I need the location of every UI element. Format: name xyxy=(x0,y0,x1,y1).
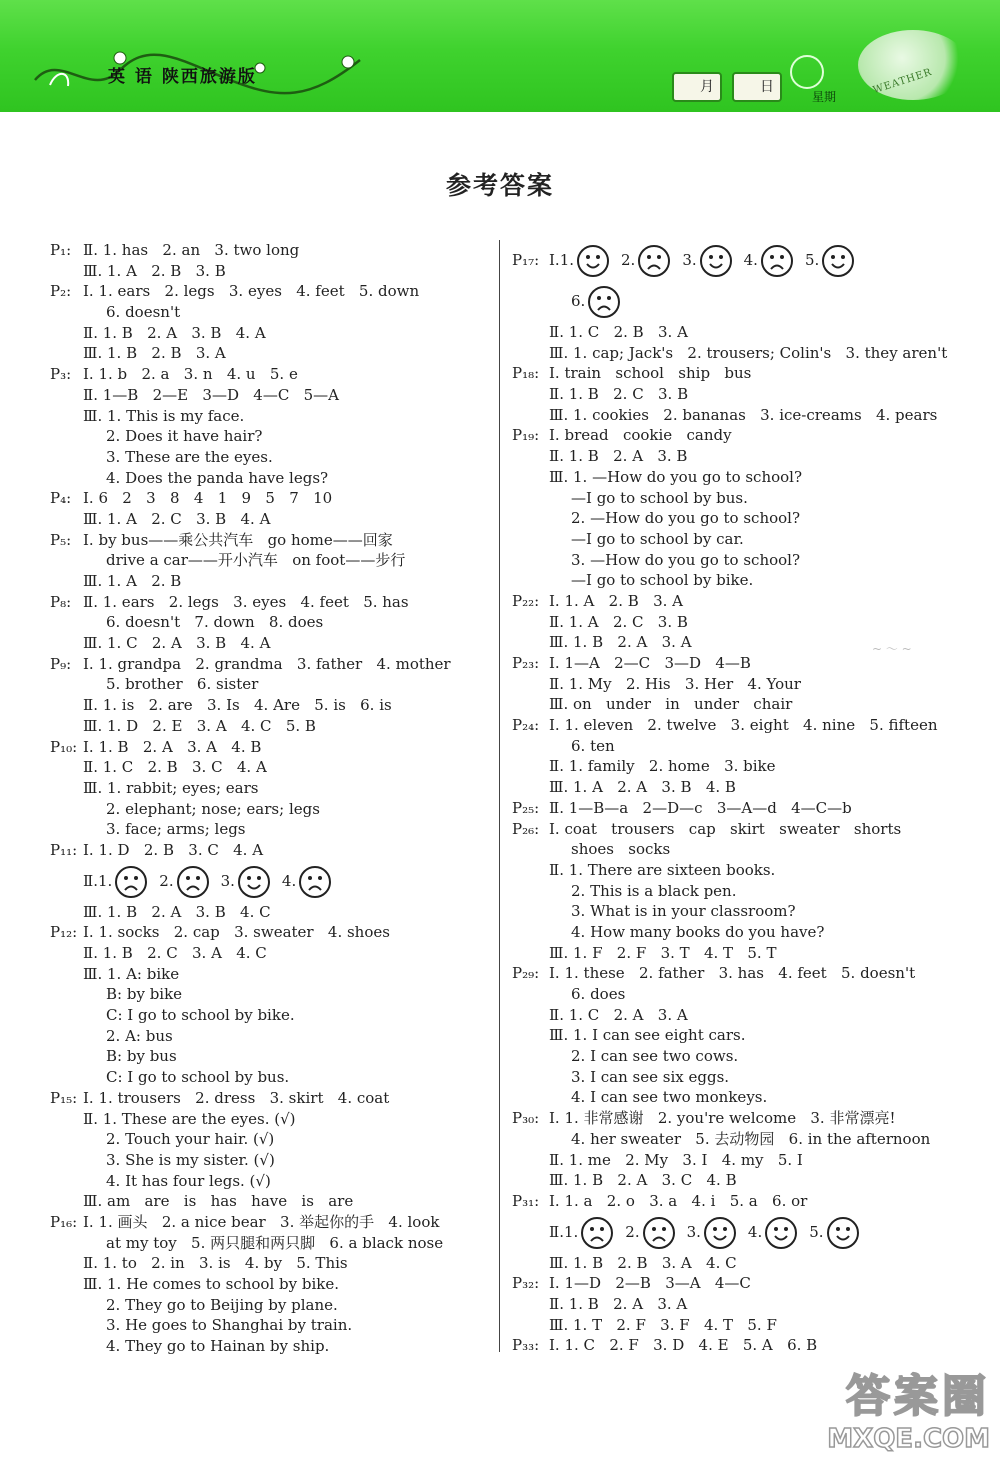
answer-line xyxy=(512,1005,982,1026)
answer-text: 4. Does the panda have legs? xyxy=(106,468,329,487)
answer-line xyxy=(50,1171,495,1192)
answer-line xyxy=(50,406,495,427)
answer-line xyxy=(50,240,495,261)
answer-text: 4. I can see two monkeys. xyxy=(571,1088,768,1107)
day-label: 日 xyxy=(760,79,774,95)
answer-line xyxy=(512,1087,982,1108)
answer-text: Ⅰ. 1. socks 2. cap 3. sweater 4. shoes xyxy=(83,923,390,942)
face-answer xyxy=(744,240,797,281)
page-number-label: P₄: xyxy=(50,489,72,508)
answer-text: Ⅱ. 1. family 2. home 3. bike xyxy=(549,757,776,776)
face-number: 5. xyxy=(804,251,820,269)
answer-text: 3. What is in your classroom? xyxy=(571,902,796,921)
page-number-label: P₁₁: xyxy=(50,840,78,859)
answer-text: Ⅲ. 1. T 2. F 3. F 4. T 5. F xyxy=(549,1315,777,1334)
sad-face-icon xyxy=(580,1216,614,1250)
answer-text: drive a car——开小汽车 on foot——步行 xyxy=(106,551,406,570)
face-answer xyxy=(159,861,212,902)
answer-line xyxy=(512,281,982,322)
answer-line xyxy=(50,343,495,364)
answer-line xyxy=(50,695,495,716)
face-answer xyxy=(682,240,735,281)
answer-line xyxy=(512,777,982,798)
answer-text: Ⅰ. 1. eleven 2. twelve 3. eight 4. nine 5. fifteen xyxy=(549,716,938,735)
answer-text: Ⅱ. 1. me 2. My 3. I 4. my 5. I xyxy=(549,1150,803,1169)
answer-text: Ⅲ. 1. B 2. A 3. B 4. C xyxy=(83,902,271,921)
face-number: 4. xyxy=(743,251,758,269)
page-number-label: P₁₈: xyxy=(512,364,540,383)
answer-text: Ⅲ. 1. cookies 2. bananas 3. ice-creams 4. pears xyxy=(549,405,938,424)
answer-text: Ⅰ. xyxy=(549,251,560,269)
answer-line xyxy=(512,798,982,819)
page-number-label: P₁₅: xyxy=(50,1088,78,1107)
answer-text: Ⅲ. 1. cap; Jack's 2. trousers; Colin's 3. they aren't xyxy=(549,343,948,362)
answer-line xyxy=(512,860,982,881)
happy-face-icon xyxy=(237,865,271,899)
answer-line xyxy=(50,550,495,571)
left-answer-column xyxy=(50,240,495,1357)
face-number: 2. xyxy=(625,1222,640,1241)
answer-line xyxy=(50,922,495,943)
answer-text: at my toy 5. 两只腿和两只脚 6. a black nose xyxy=(106,1233,444,1252)
answer-text: Ⅱ. 1. B 2. C 3. A 4. C xyxy=(83,944,267,962)
answer-line xyxy=(50,964,495,985)
face-answer xyxy=(625,1212,678,1253)
answer-text: Ⅱ. 1. These are the eyes. (√) xyxy=(83,1109,296,1128)
answer-line xyxy=(50,819,495,840)
column-divider xyxy=(499,240,500,1352)
answer-line xyxy=(512,488,982,509)
answer-line xyxy=(50,612,495,633)
answer-line xyxy=(512,343,982,364)
answer-text: Ⅰ. 1. grandpa 2. grandma 3. father 4. mother xyxy=(83,654,451,673)
answer-line xyxy=(50,488,495,509)
answer-line xyxy=(50,1067,495,1088)
answer-text: Ⅰ. 1. B 2. A 3. A 4. B xyxy=(83,737,262,756)
answer-text: Ⅲ. 1. D 2. E 3. A 4. C 5. B xyxy=(83,716,316,735)
answer-line xyxy=(512,756,982,777)
answer-text: Ⅰ. 1. b 2. a 3. n 4. u 5. e xyxy=(83,365,298,384)
sad-face-icon xyxy=(114,865,148,899)
answer-text: C: I go to school by bus. xyxy=(106,1068,290,1087)
answer-line xyxy=(512,922,982,943)
answer-text: Ⅱ. 1. C 2. B 3. A xyxy=(549,323,688,341)
answer-text: Ⅰ. coat trousers cap skirt sweater shorts xyxy=(549,819,902,838)
face-number: 1. xyxy=(563,1222,579,1241)
answer-line xyxy=(50,385,495,406)
right-answer-column xyxy=(512,240,982,1356)
page-number-label: P₃₃: xyxy=(512,1336,540,1355)
scribble-mark: ~ ～ ~ xyxy=(872,642,912,656)
answer-text: Ⅲ. 1. rabbit; eyes; ears xyxy=(83,778,259,797)
page-number-label: P₁₉: xyxy=(512,426,540,445)
watermark xyxy=(827,1360,990,1454)
answer-line xyxy=(512,322,982,343)
answer-text: Ⅱ. 1—B 2—E 3—D 4—C 5—A xyxy=(83,385,339,404)
answer-text: Ⅱ. 1. B 2. A 3. B xyxy=(549,447,688,466)
answer-line xyxy=(512,963,982,984)
answer-text: 3. —How do you go to school? xyxy=(571,550,801,569)
answer-text: Ⅱ. xyxy=(549,1222,564,1241)
happy-face-icon xyxy=(821,244,855,278)
answer-text: Ⅰ. train school ship bus xyxy=(549,364,752,383)
happy-face-icon xyxy=(826,1216,860,1250)
answer-line xyxy=(512,550,982,571)
weather-badge xyxy=(858,30,968,100)
answer-text: Ⅰ. 1. trousers 2. dress 3. skirt 4. coat xyxy=(83,1088,390,1107)
answer-text: Ⅰ. 1. 非常感谢 2. you're welcome 3. 非常漂亮! xyxy=(549,1109,896,1128)
answer-text: Ⅱ. 1. has 2. an 3. two long xyxy=(83,241,300,259)
answer-line xyxy=(50,737,495,758)
sad-face-icon xyxy=(298,865,332,899)
answer-line xyxy=(512,715,982,736)
month-label: 月 xyxy=(700,79,714,95)
answer-text: Ⅱ. 1. C 2. B 3. C 4. A xyxy=(83,758,267,777)
answer-text: 4. It has four legs. (√) xyxy=(106,1171,271,1190)
face-number: 5. xyxy=(809,1222,824,1241)
answer-line xyxy=(512,425,982,446)
answer-line xyxy=(50,364,495,385)
answer-line xyxy=(50,261,495,282)
face-answer xyxy=(564,1212,617,1253)
face-answer xyxy=(98,861,151,902)
answer-text: —I go to school by bike. xyxy=(571,571,754,590)
answer-line xyxy=(50,674,495,695)
answer-line xyxy=(512,1273,982,1294)
month-box xyxy=(672,72,722,102)
answer-text: Ⅲ. 1. A: bike xyxy=(83,964,180,983)
page-number-label: P₂₃: xyxy=(512,654,540,672)
answer-text: Ⅲ. 1. F 2. F 3. T 4. T 5. T xyxy=(549,943,777,962)
answer-text: Ⅲ. 1. B 2. B 3. A 4. C xyxy=(549,1253,737,1272)
answer-text: Ⅰ. by bus——乘公共汽车 go home——回家 xyxy=(83,530,393,549)
answer-line xyxy=(50,323,495,344)
page-number-label: P₃₀: xyxy=(512,1109,540,1128)
answer-text: 2. A: bus xyxy=(106,1026,173,1045)
face-number: 2. xyxy=(621,251,636,269)
answer-line xyxy=(50,1150,495,1171)
answer-text: 2. elephant; nose; ears; legs xyxy=(106,799,320,818)
answer-text: B: by bike xyxy=(106,985,183,1004)
answer-line xyxy=(512,1191,982,1212)
answer-line xyxy=(512,612,982,633)
answer-text: Ⅰ. 1—D 2—B 3—A 4—C xyxy=(549,1274,751,1293)
answer-line xyxy=(50,840,495,861)
sad-face-icon xyxy=(587,285,621,319)
answer-line xyxy=(50,1129,495,1150)
face-number: 3. xyxy=(686,1222,701,1241)
page-number-label: P₁₂: xyxy=(50,923,78,942)
happy-face-icon xyxy=(764,1216,798,1250)
answer-line xyxy=(50,861,495,902)
answer-line xyxy=(512,1294,982,1315)
answer-line xyxy=(512,881,982,902)
face-answer xyxy=(809,1212,862,1253)
answer-text: 2. They go to Beijing by plane. xyxy=(106,1295,338,1314)
answer-text: 6. doesn't 7. down 8. does xyxy=(106,613,324,632)
answer-line xyxy=(512,1315,982,1336)
answer-line xyxy=(512,508,982,529)
answer-line xyxy=(512,819,982,840)
answer-line xyxy=(512,1046,982,1067)
answer-text: Ⅲ. 1. A 2. C 3. B 4. A xyxy=(83,509,271,528)
answer-text: 3. I can see six eggs. xyxy=(571,1067,730,1086)
answer-line xyxy=(50,902,495,923)
answer-text: Ⅱ. 1. There are sixteen books. xyxy=(549,860,776,879)
answer-text: Ⅰ. 1. C 2. F 3. D 4. E 5. A 6. B xyxy=(549,1336,818,1355)
answer-text: C: I go to school by bike. xyxy=(106,1006,295,1025)
face-answer xyxy=(560,240,613,281)
face-answer xyxy=(748,1212,801,1253)
answer-text: Ⅱ. 1. A 2. C 3. B xyxy=(549,612,688,631)
answer-text: Ⅲ. 1. —How do you go to school? xyxy=(549,467,803,486)
answer-line xyxy=(50,1274,495,1295)
page-number-label: P₂₂: xyxy=(512,591,540,610)
answer-text: Ⅲ. 1. B 2. A 3. C 4. B xyxy=(549,1171,737,1190)
answer-text: Ⅰ. 1. 画头 2. a nice bear 3. 举起你的手 4. look xyxy=(83,1212,440,1231)
answer-text: —I go to school by bus. xyxy=(571,488,748,507)
answer-text: 6. does xyxy=(571,985,626,1003)
answer-line xyxy=(512,1253,982,1274)
answer-line xyxy=(50,447,495,468)
answer-text: 4. her sweater 5. 去动物园 6. in the afternoon xyxy=(571,1129,931,1148)
answer-line xyxy=(50,1026,495,1047)
answer-text: Ⅱ. 1. ears 2. legs 3. eyes 4. feet 5. has xyxy=(83,592,409,611)
happy-face-icon xyxy=(703,1216,737,1250)
page-number-label: P₃₂: xyxy=(512,1274,540,1293)
answer-line xyxy=(512,1335,982,1356)
answer-text: Ⅲ. 1. B 2. A 3. A xyxy=(549,633,692,652)
answer-text: Ⅲ. 1. A 2. B 3. B xyxy=(83,261,226,280)
page-number-label: P₁₇: xyxy=(512,251,540,269)
answer-text: Ⅲ. 1. I can see eight cars. xyxy=(549,1026,746,1045)
answer-text: 3. He goes to Shanghai by train. xyxy=(106,1316,353,1335)
answer-line xyxy=(50,509,495,530)
answer-text: 4. They go to Hainan by ship. xyxy=(106,1337,330,1356)
answer-line xyxy=(50,716,495,737)
answer-text: Ⅱ. 1. is 2. are 3. Is 4. Are 5. is 6. is xyxy=(83,696,392,715)
answer-line xyxy=(512,984,982,1005)
face-answer xyxy=(621,240,674,281)
face-number: 3. xyxy=(220,871,235,890)
face-number: 4. xyxy=(747,1222,763,1241)
happy-face-icon xyxy=(576,244,610,278)
answer-line xyxy=(50,799,495,820)
bubble-decoration-icon xyxy=(790,55,824,89)
answer-line xyxy=(50,1212,495,1233)
page-number-label: P₂₆: xyxy=(512,819,540,838)
sad-face-icon xyxy=(760,244,794,278)
answer-line xyxy=(512,1025,982,1046)
answer-text: Ⅲ. on under in under chair xyxy=(549,695,793,714)
answer-line xyxy=(512,446,982,467)
page-number-label: P₃₁: xyxy=(512,1191,540,1210)
face-number: 6. xyxy=(571,292,586,310)
face-number: 3. xyxy=(682,251,697,269)
answer-text: 6. doesn't xyxy=(106,303,181,322)
answer-text: 6. ten xyxy=(571,736,615,755)
answer-line xyxy=(512,1129,982,1150)
page-title: 参考答案 xyxy=(445,171,554,200)
answer-text: Ⅱ. 1. B 2. A 3. B 4. A xyxy=(83,323,266,342)
answer-text: 2. I can see two cows. xyxy=(571,1047,739,1066)
answer-text: 2. This is a black pen. xyxy=(571,881,737,900)
answer-text: 3. face; arms; legs xyxy=(106,820,246,839)
answer-line xyxy=(50,654,495,675)
answer-text: 4. How many books do you have? xyxy=(571,922,825,941)
answer-line xyxy=(512,384,982,405)
answer-text: B: by bus xyxy=(106,1047,177,1066)
answer-line xyxy=(50,984,495,1005)
answer-line xyxy=(50,1046,495,1067)
answer-line xyxy=(50,1088,495,1109)
answer-text: Ⅱ. 1. to 2. in 3. is 4. by 5. This xyxy=(83,1254,348,1273)
page-number-label: P₃: xyxy=(50,365,72,384)
face-number: 2. xyxy=(159,871,174,890)
page-number-label: P₁₆: xyxy=(50,1212,78,1231)
answer-line xyxy=(512,1212,982,1253)
answer-line xyxy=(512,694,982,715)
watermark-url: MXQE.COM xyxy=(827,1424,990,1454)
answer-line xyxy=(512,736,982,757)
book-title: 英 语 陕西旅游版 xyxy=(108,67,257,87)
answer-text: Ⅲ. 1. C 2. A 3. B 4. A xyxy=(83,634,271,653)
answer-line xyxy=(512,1150,982,1171)
sad-face-icon xyxy=(637,244,671,278)
answer-text: Ⅰ. 1. D 2. B 3. C 4. A xyxy=(83,840,264,859)
sad-face-icon xyxy=(642,1216,676,1250)
answer-line xyxy=(50,468,495,489)
page-number-label: P₂₅: xyxy=(512,798,540,817)
answer-text: Ⅱ. 1. C 2. A 3. A xyxy=(549,1005,688,1024)
page-number-label: P₈: xyxy=(50,592,72,611)
weather-label: WEATHER xyxy=(871,66,934,97)
answer-line xyxy=(50,1336,495,1357)
face-answer xyxy=(282,861,335,902)
answer-text: Ⅰ. 1. ears 2. legs 3. eyes 4. feet 5. down xyxy=(83,282,420,301)
answer-line xyxy=(50,1253,495,1274)
answer-text: Ⅱ. 1—B—a 2—D—c 3—A—d 4—C—b xyxy=(549,798,852,817)
answer-text: 5. brother 6. sister xyxy=(106,675,259,694)
answer-line xyxy=(512,1170,982,1191)
answer-text: Ⅰ. 6 2 3 8 4 1 9 5 7 10 xyxy=(83,489,333,508)
answer-text: 3. These are the eyes. xyxy=(106,447,273,466)
answer-line xyxy=(512,943,982,964)
answer-line xyxy=(50,633,495,654)
answer-text: Ⅰ. 1. these 2. father 3. has 4. feet 5. doesn't xyxy=(549,964,916,983)
answer-line xyxy=(50,1005,495,1026)
answer-text: Ⅲ. am are is has have is are xyxy=(83,1192,354,1211)
answer-line xyxy=(50,426,495,447)
answer-line xyxy=(512,1108,982,1129)
face-answer xyxy=(805,240,858,281)
answer-line xyxy=(512,363,982,384)
answer-text: Ⅲ. 1. He comes to school by bike. xyxy=(83,1275,339,1293)
answer-text: Ⅰ. 1. a 2. o 3. a 4. i 5. a 6. or xyxy=(549,1191,808,1210)
watermark-main: 答案圈 xyxy=(846,1371,990,1422)
answer-line xyxy=(50,943,495,964)
answer-text: 2. —How do you go to school? xyxy=(571,509,801,528)
answer-text: Ⅰ. 1—A 2—C 3—D 4—B xyxy=(549,654,751,672)
page-number-label: P₂₄: xyxy=(512,716,540,735)
face-number: 1. xyxy=(97,871,113,890)
answer-text: 2. Does it have hair? xyxy=(106,427,263,446)
page-number-label: P₁: xyxy=(50,241,72,259)
answer-line xyxy=(50,757,495,778)
day-box xyxy=(732,72,782,102)
answer-text: Ⅰ. 1. A 2. B 3. A xyxy=(549,591,683,610)
answer-line xyxy=(512,674,982,695)
answer-text: Ⅱ. xyxy=(83,871,98,890)
answer-text: —I go to school by car. xyxy=(571,529,744,548)
answer-text: Ⅱ. 1. B 2. C 3. B xyxy=(549,385,689,404)
answer-line xyxy=(512,570,982,591)
answer-line xyxy=(50,302,495,323)
answer-text: Ⅱ. 1. My 2. His 3. Her 4. Your xyxy=(549,674,801,693)
face-number: 4. xyxy=(281,871,297,890)
sad-face-icon xyxy=(176,865,210,899)
answer-line xyxy=(512,529,982,550)
page-number-label: P₂₉: xyxy=(512,964,540,983)
answer-line xyxy=(50,530,495,551)
answer-line xyxy=(50,281,495,302)
answer-text: Ⅲ. 1. A 2. A 3. B 4. B xyxy=(549,778,736,797)
face-answer xyxy=(687,1212,740,1253)
face-number: 1. xyxy=(559,251,575,269)
happy-face-icon xyxy=(699,244,733,278)
answer-line xyxy=(512,405,982,426)
page-number-label: P₁₀: xyxy=(50,737,78,756)
answer-line xyxy=(50,1109,495,1130)
answer-line xyxy=(50,1315,495,1336)
answer-line xyxy=(512,839,982,860)
face-answer xyxy=(221,861,274,902)
page-number-label: P₅: xyxy=(50,530,72,549)
answer-line xyxy=(50,1295,495,1316)
header-banner xyxy=(0,0,1000,112)
answer-text: Ⅲ. 1. This is my face. xyxy=(83,406,245,425)
answer-line xyxy=(50,571,495,592)
answer-line xyxy=(50,1233,495,1254)
face-answer xyxy=(571,281,624,322)
answer-line xyxy=(512,467,982,488)
answer-text: Ⅱ. 1. B 2. A 3. A xyxy=(549,1294,688,1313)
page-number-label: P₂: xyxy=(50,282,72,301)
answer-line xyxy=(50,1191,495,1212)
answer-line xyxy=(512,240,982,281)
answer-line xyxy=(50,592,495,613)
answer-text: 3. She is my sister. (√) xyxy=(106,1150,275,1169)
answer-text: Ⅲ. 1. A 2. B xyxy=(83,572,182,590)
answer-line xyxy=(512,901,982,922)
answer-text: Ⅰ. bread cookie candy xyxy=(549,426,732,445)
page-number-label: P₉: xyxy=(50,654,72,673)
answer-text: Ⅲ. 1. B 2. B 3. A xyxy=(83,344,226,363)
answer-text: 2. Touch your hair. (√) xyxy=(106,1130,275,1149)
answer-line xyxy=(512,591,982,612)
answer-line xyxy=(50,778,495,799)
answer-line xyxy=(512,1067,982,1088)
weekday-label: 星期 xyxy=(812,90,837,104)
answer-text: shoes socks xyxy=(571,840,671,859)
